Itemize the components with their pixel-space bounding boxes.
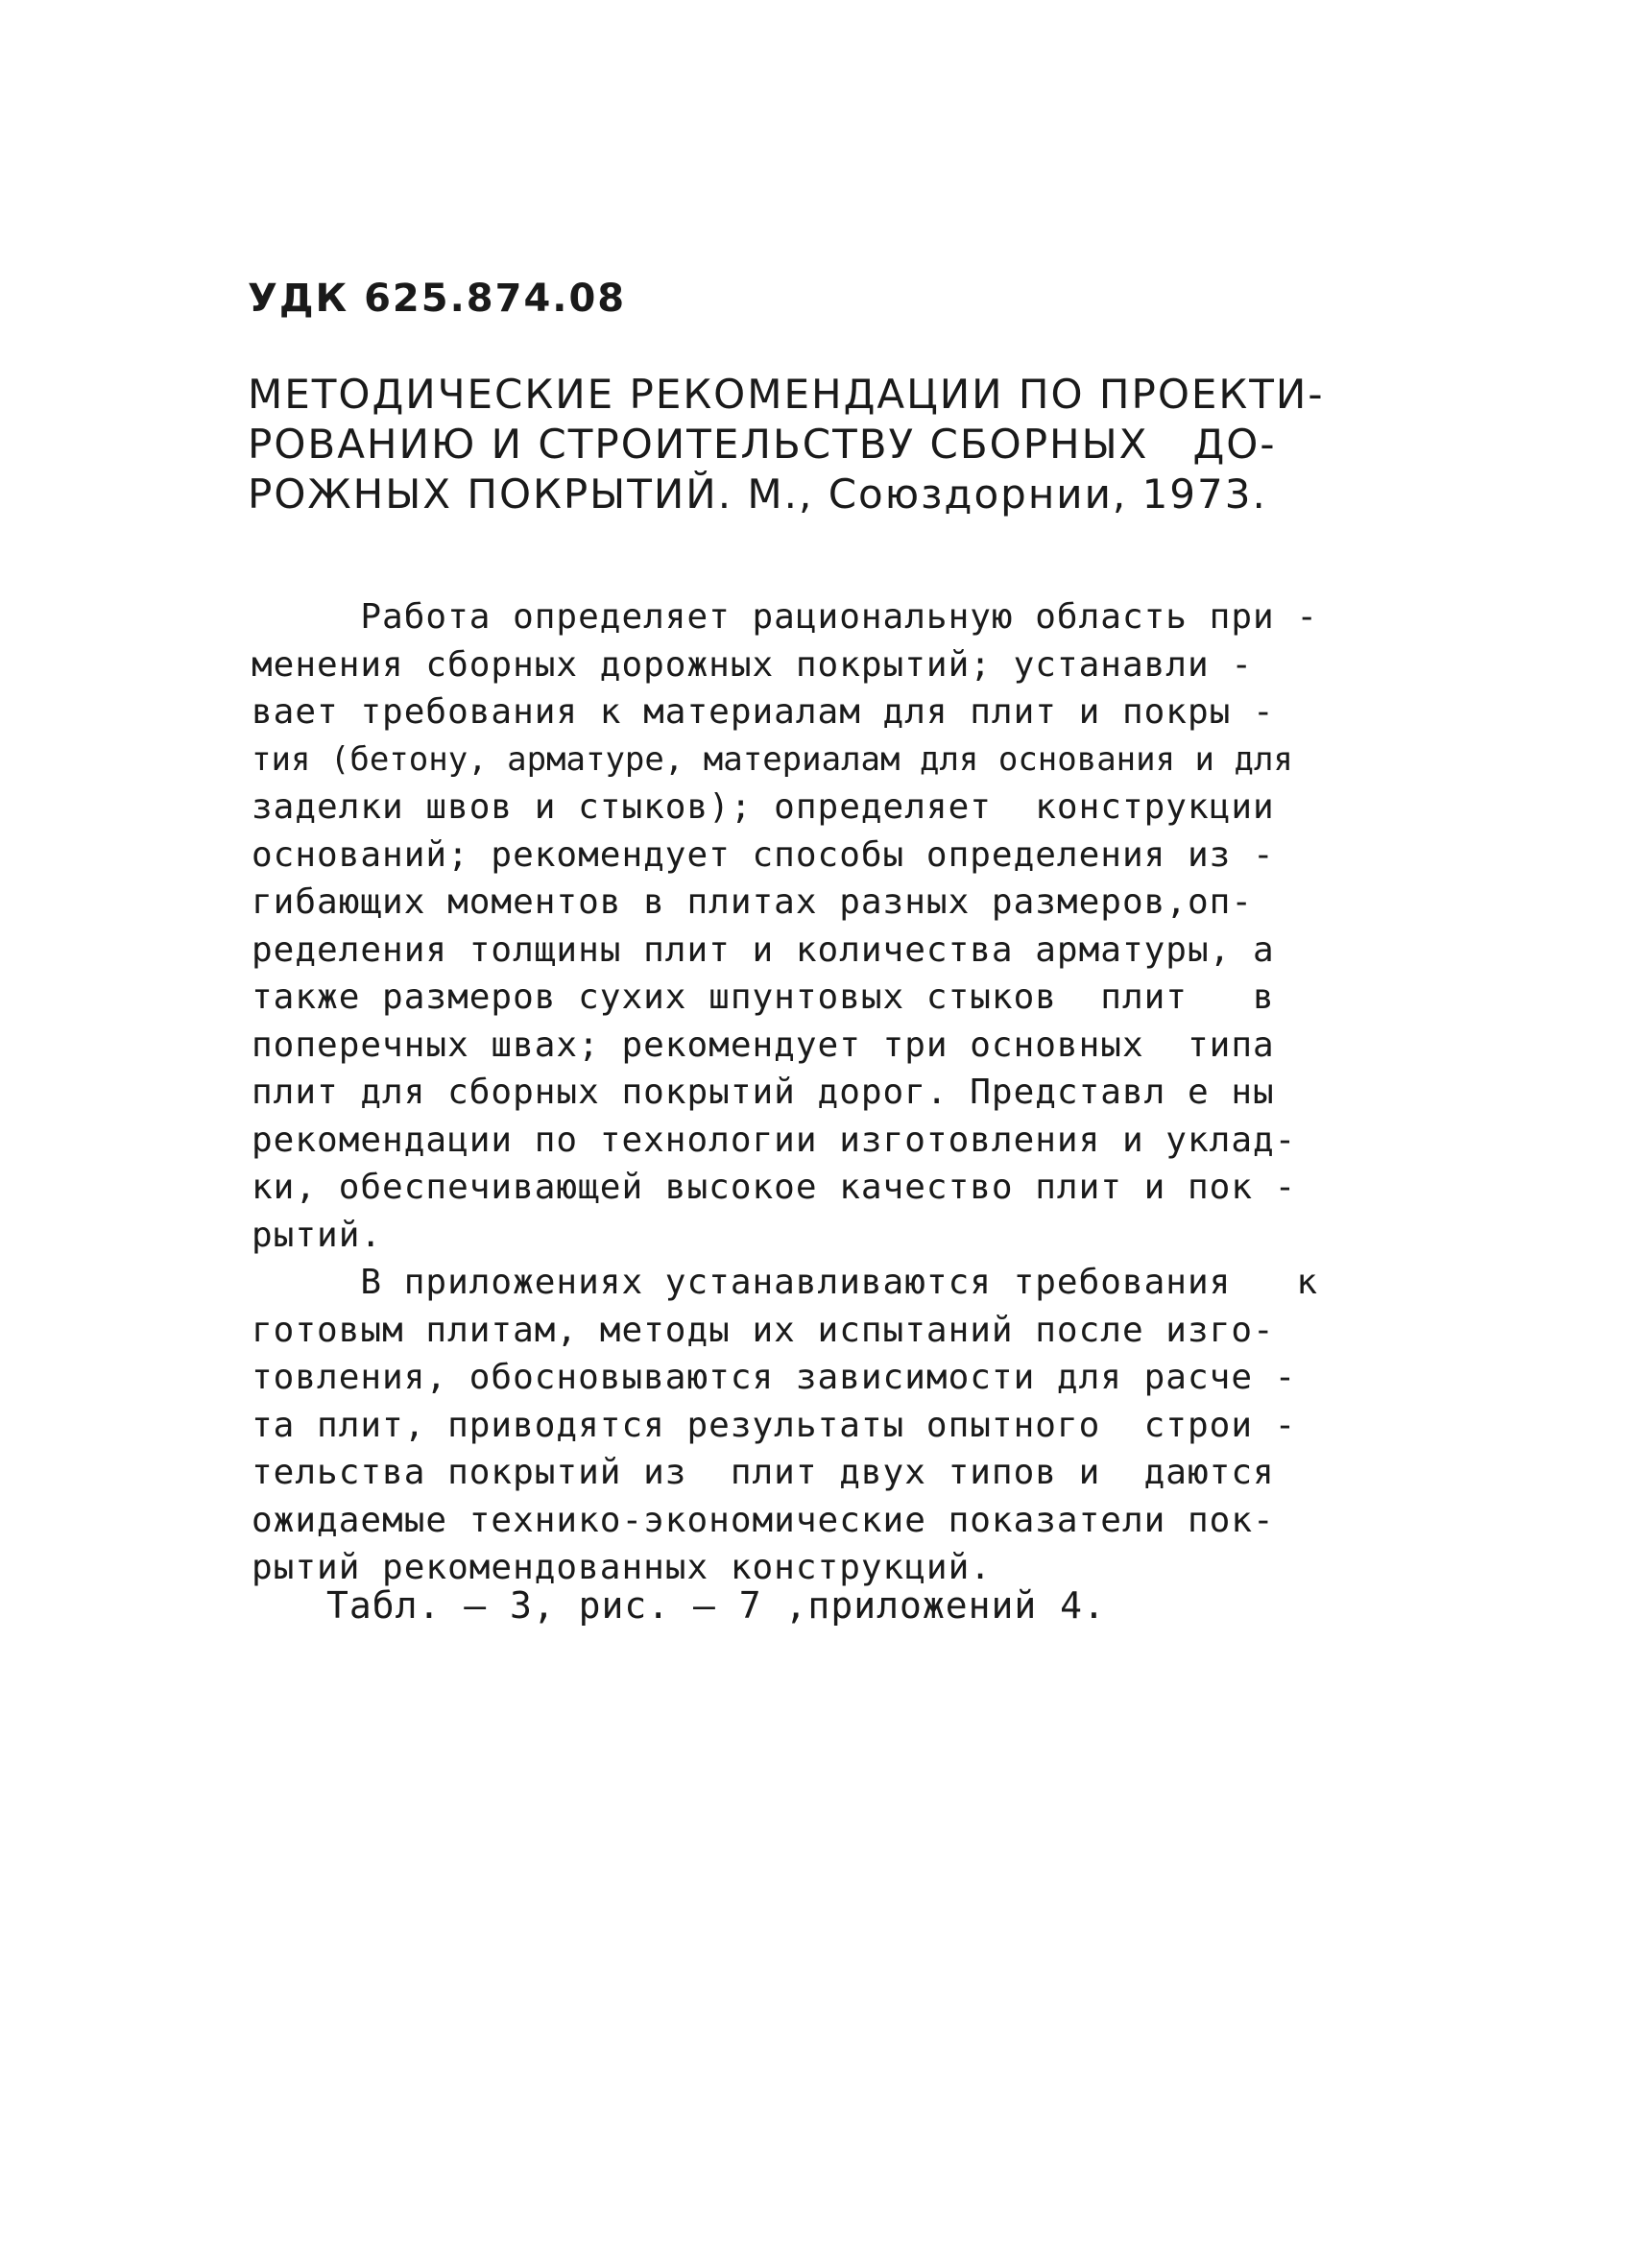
document-title [248, 370, 1381, 519]
abstract-line: оснований; рекомендует способы определения из - [252, 834, 1275, 875]
abstract-line: ределения толщины плит и количества арматуры, а [252, 929, 1275, 970]
abstract-line: тия (бетону, арматуре, материалам для основания и для [252, 739, 1293, 779]
abstract-line: вает требования к материалам для плит и покры - [252, 692, 1275, 732]
abstract-line: менения сборных дорожных покрытий; устанавли - [252, 644, 1253, 685]
abstract-line: рытий рекомендованных конструкций. [252, 1548, 992, 1587]
abstract-text [252, 593, 1384, 1592]
abstract-line: В приложениях устанавливаются требования к [252, 1263, 1319, 1302]
abstract-line: поперечных швах; рекомендует три основных типа [252, 1025, 1275, 1065]
abstract-line: заделки швов и стыков); определяет конструкции [252, 787, 1275, 827]
abstract-line: та плит, приводятся результаты опытного строи - [252, 1405, 1297, 1445]
abstract-line: ожидаемые технико-экономические показатели пок- [252, 1500, 1275, 1540]
abstract-line: ки, обеспечивающей высокое качество плит и пок - [252, 1168, 1297, 1207]
tables-figures-appendices-count: Табл. – 3, рис. – 7 ,приложений 4. [326, 1584, 1106, 1627]
abstract-line: рытий. [252, 1215, 383, 1255]
abstract-line: плит для сборных покрытий дорог. Представл е ны [252, 1073, 1275, 1112]
abstract-line: гибающих моментов в плитах разных размеров,оп- [252, 882, 1253, 922]
abstract-line: готовым плитам, методы их испытаний после изго- [252, 1310, 1275, 1350]
abstract-line: Работа определяет рациональную область при - [252, 597, 1319, 637]
title-line: РОЖНЫХ ПОКРЫТИЙ. М., Союздорнии, 1973. [248, 470, 1267, 518]
title-line: МЕТОДИЧЕСКИЕ РЕКОМЕНДАЦИИ ПО ПРОЕКТИ- [248, 371, 1325, 418]
abstract-line: рекомендации по технологии изготовления и уклад- [252, 1120, 1297, 1160]
abstract-line: тельства покрытий из плит двух типов и даются [252, 1453, 1275, 1492]
udk-code: УДК 625.874.08 [248, 277, 627, 321]
title-line: РОВАНИЮ И СТРОИТЕЛЬСТВУ СБОРНЫХ ДО- [248, 421, 1277, 468]
abstract-line: товления, обосновываются зависимости для расче - [252, 1358, 1297, 1397]
abstract-line: также размеров сухих шпунтовых стыков плит в [252, 977, 1275, 1017]
